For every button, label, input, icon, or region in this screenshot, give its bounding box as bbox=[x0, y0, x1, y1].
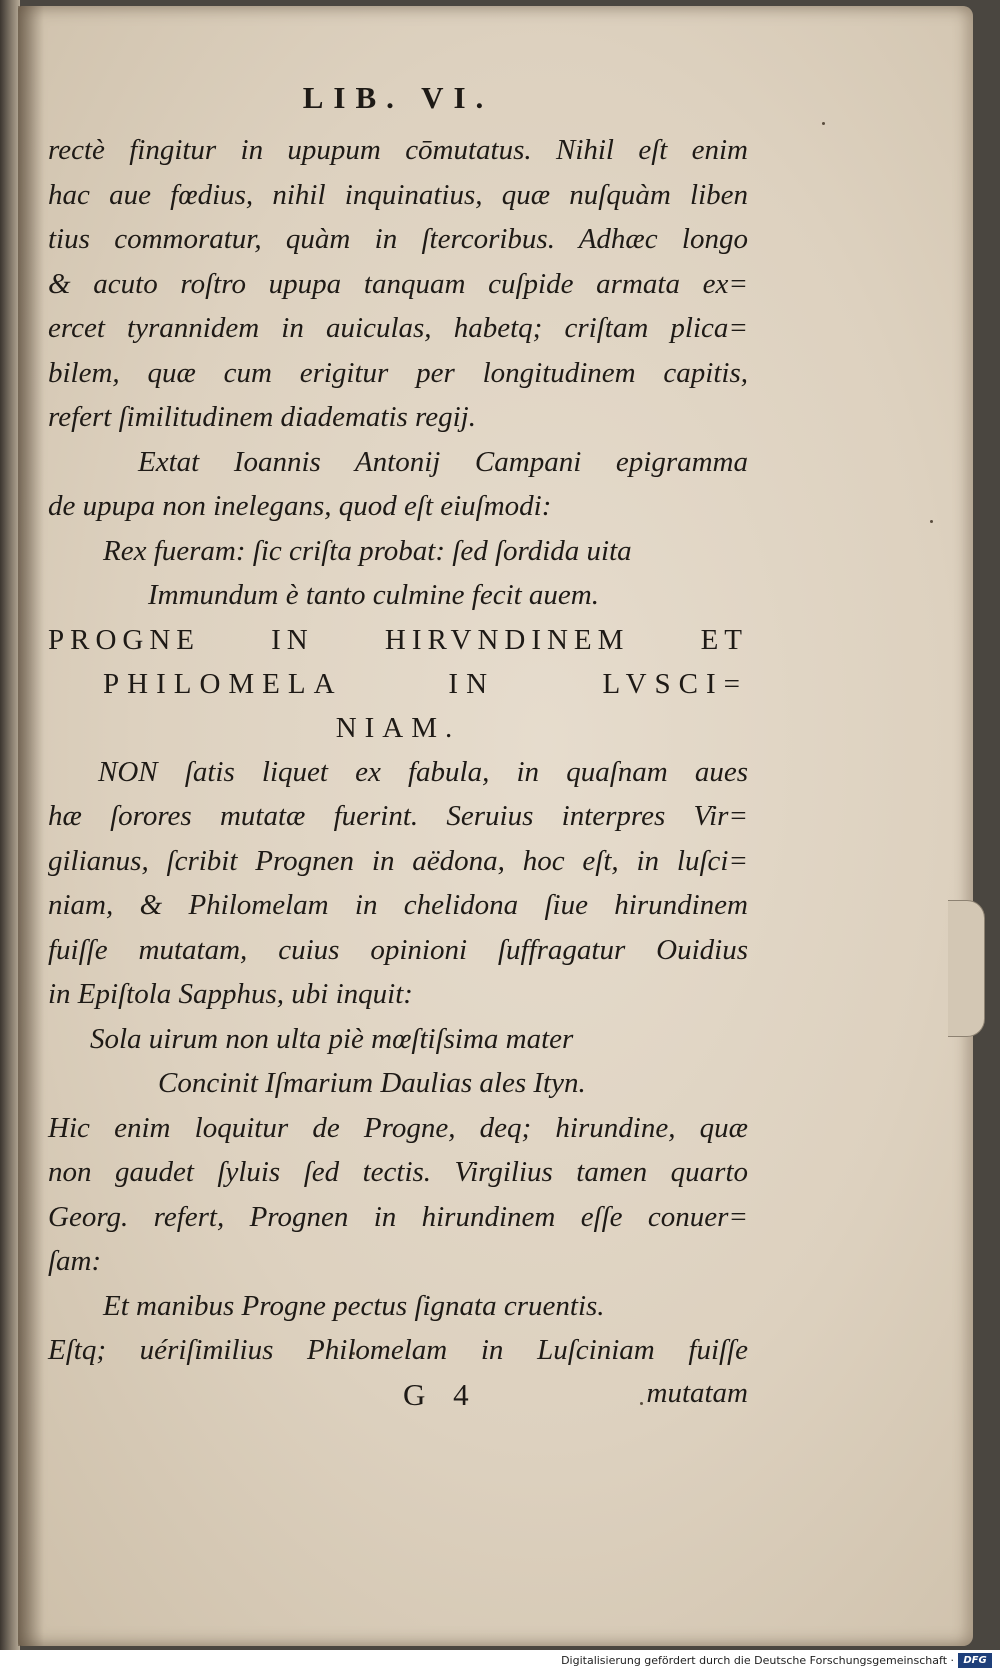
text-line: de upupa non inelegans, quod eſt eiuſmodi: bbox=[48, 490, 552, 522]
page-gutter-shadow bbox=[18, 6, 44, 1646]
text-line: & acuto roſtro upupa tanquam cuſpide armata ex= bbox=[48, 267, 748, 300]
dfg-logo: DFG bbox=[958, 1653, 992, 1668]
text-line: Georg. refert, Prognen in hirundinem eſſe conuer= bbox=[48, 1200, 748, 1233]
text-line: refert ſimilitudinem diadematis regij. bbox=[48, 401, 476, 433]
text-line: Immundum è tanto culmine fecit auem. bbox=[148, 579, 600, 611]
catchword: mutatam bbox=[646, 1376, 748, 1409]
text-line: non gaudet ſyluis ſed tectis. Virgilius tamen quarto bbox=[48, 1156, 748, 1188]
digitization-footer bbox=[0, 1650, 1000, 1673]
paragraph-progne bbox=[48, 750, 748, 1373]
text-line: ſam: bbox=[48, 1245, 102, 1277]
text-line: Sola uirum non ulta piè mœſtiſsima mater bbox=[90, 1022, 574, 1055]
running-header: LIB. VI. bbox=[302, 80, 494, 115]
text-line: niam, & Philomelam in chelidona ſiue hirundinem bbox=[48, 889, 748, 921]
section-heading bbox=[48, 618, 748, 750]
text-line: gilianus, ſcribit Prognen in aëdona, hoc eſt, in luſci= bbox=[48, 844, 748, 877]
paper-speck bbox=[822, 122, 825, 125]
text-line: rectè fingitur in upupum cōmutatus. Nihil eſt enim bbox=[48, 134, 748, 166]
text-line: Extat Ioannis Antonij Campani epigramma bbox=[138, 445, 748, 478]
text-line: Eſtq; uériſimilius Philomelam in Luſciniam fuiſſe bbox=[48, 1334, 748, 1366]
page-clip-tab bbox=[948, 900, 985, 1037]
text-line: fuiſſe mutatam, cuius opinioni ſuffragatur Ouidius bbox=[48, 933, 748, 966]
text-line: tius commoratur, quàm in ſtercoribus. Adhæc longo bbox=[48, 223, 748, 255]
facing-page-edge bbox=[0, 0, 20, 1650]
page-text bbox=[48, 80, 748, 1421]
page-footer-line bbox=[48, 1377, 748, 1421]
text-line: hac aue fœdius, nihil inquinatius, quæ nuſquàm liben bbox=[48, 178, 748, 211]
funding-credit: Digitalisierung gefördert durch die Deutsche Forschungsgemeinschaft · bbox=[561, 1654, 954, 1667]
text-line: Hic enim loquitur de Progne, deq; hirundine, quæ bbox=[48, 1111, 748, 1144]
heading-line: PHILOMELA IN LVSCI= bbox=[103, 667, 748, 700]
signature-mark: G 4 bbox=[403, 1376, 479, 1412]
text-line: Concinit Iſmarium Daulias ales Ityn. bbox=[158, 1067, 586, 1099]
paper-speck bbox=[930, 520, 933, 523]
text-line: Rex fueram: ſic criſta probat: ſed ſordida uita bbox=[103, 534, 632, 567]
text-line: hæ ſorores mutatæ fuerint. Seruius interpres Vir= bbox=[48, 800, 748, 832]
text-line: bilem, quæ cum erigitur per longitudinem capitis, bbox=[48, 356, 748, 389]
heading-line: PROGNE IN HIRVNDINEM ET bbox=[48, 623, 748, 656]
text-line: ercet tyrannidem in auiculas, habetq; criſtam plica= bbox=[48, 312, 748, 344]
text-line: NON ſatis liquet ex fabula, in quaſnam aues bbox=[98, 755, 748, 788]
text-line: Et manibus Progne pectus ſignata cruentis. bbox=[103, 1289, 605, 1322]
paragraph-upupa bbox=[48, 128, 748, 618]
text-line: in Epiſtola Sapphus, ubi inquit: bbox=[48, 978, 413, 1010]
heading-line: NIAM. bbox=[335, 711, 461, 744]
